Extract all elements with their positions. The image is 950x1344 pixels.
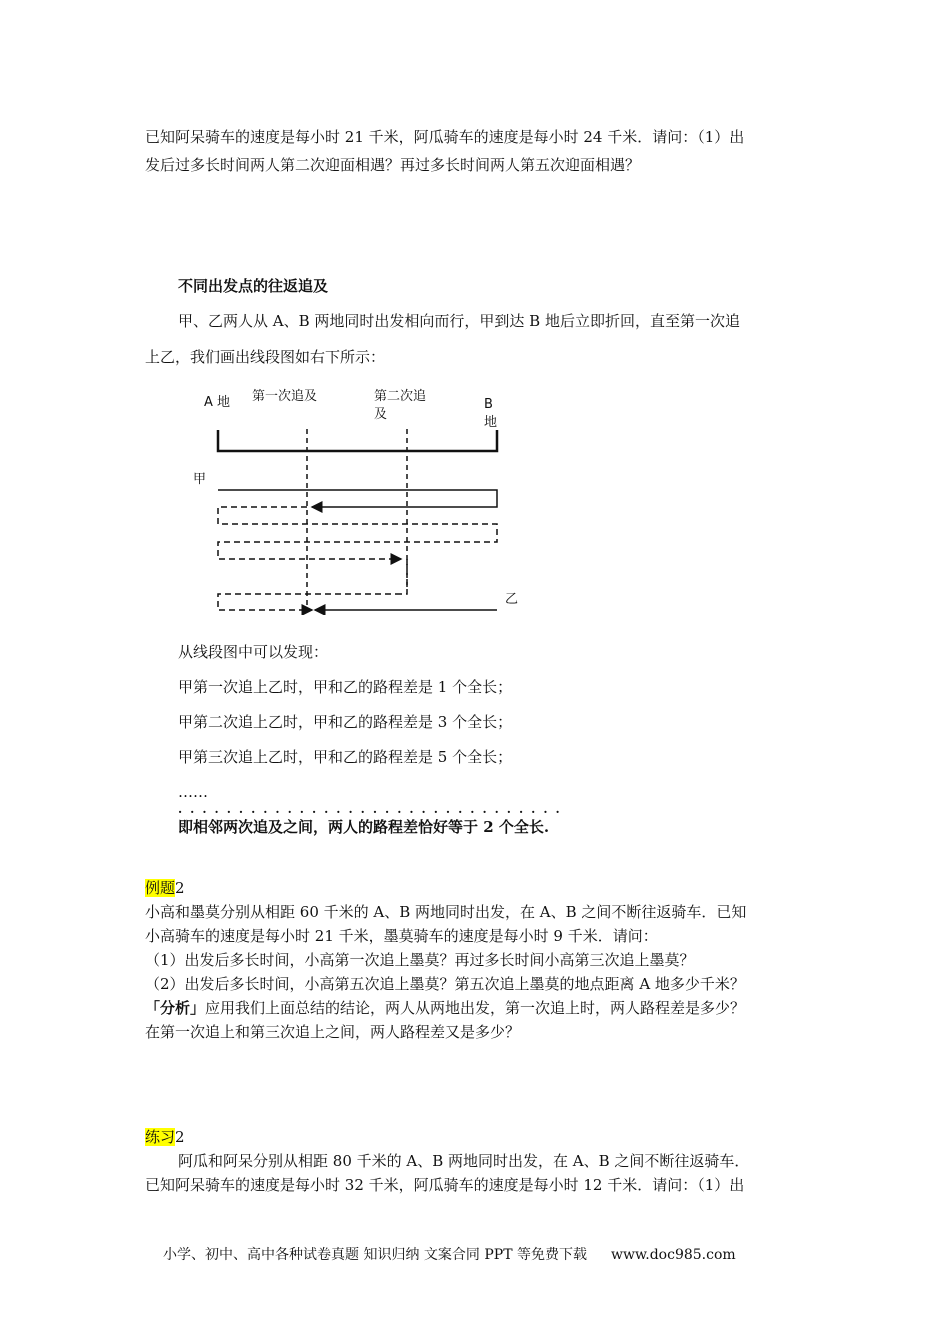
analysis-text-1: 应用我们上面总结的结论，两人从两地出发，第一次追上时，两人路程差是多少？ (205, 999, 746, 1017)
example-label: 例题 (145, 879, 176, 897)
jia-path-turn (401, 559, 407, 594)
page-footer (163, 1244, 736, 1264)
example-line-2: 小高骑车的速度是每小时 21 千米，墨莫骑车的速度是每小时 9 千米．请问： (145, 927, 658, 945)
findings-intro: 从线段图中可以发现： (178, 643, 329, 661)
practice-label: 练习 (145, 1128, 176, 1146)
example-number: 2 (175, 879, 185, 897)
finding-item-2: 甲第二次追上乙时，甲和乙的路程差是 3 个全长； (178, 713, 513, 731)
finding-item-3: 甲第三次追上乙时，甲和乙的路程差是 5 个全长； (178, 748, 513, 766)
full-segment-ab (218, 430, 497, 451)
label-second-catch-1: 第二次追 (374, 389, 427, 404)
example-line-4: （2）出发后多长时间，小高第五次追上墨莫？第五次追上墨莫的地点距离 A 地多少千米？ (145, 975, 745, 993)
label-b-2: 地 (484, 415, 498, 430)
analysis-tag: 「分析」 (145, 999, 206, 1017)
emphasis-dots: ................................ (178, 802, 568, 816)
chase-diagram (190, 385, 530, 615)
label-first-catch: 第一次追及 (252, 389, 318, 404)
jia-path-solid (218, 490, 497, 507)
jia-path-dashed-1 (218, 507, 497, 559)
findings-ellipsis: …… (178, 783, 208, 801)
example-analysis-line-1 (145, 996, 810, 1020)
findings-conclusion: 即相邻两次追及之间，两人的路程差恰好等于 2 个全长. (178, 818, 550, 836)
section-para-line-2: 上乙，我们画出线段图如右下所示： (145, 348, 386, 366)
label-yi: 乙 (505, 592, 519, 607)
practice-heading (145, 1125, 810, 1149)
example-line-3: （1）出发后多长时间，小高第一次追上墨莫？再过多长时间小高第三次追上墨莫？ (145, 951, 695, 969)
label-second-catch-2: 及 (374, 407, 388, 422)
label-a-di: A 地 (204, 395, 231, 410)
label-jia: 甲 (193, 472, 207, 487)
label-b-1: B (484, 397, 493, 412)
section-title: 不同出发点的往返追及 (178, 277, 329, 295)
intro-line-1: 已知阿呆骑车的速度是每小时 21 千米，阿瓜骑车的速度是每小时 24 千米．请问：（1）出 (145, 128, 745, 146)
intro-line-2: 发后过多长时间两人第二次迎面相遇？再过多长时间两人第五次迎面相遇？ (145, 156, 641, 174)
example-line-1: 小高和墨莫分别从相距 60 千米的 A、B 两地同时出发，在 A、B 之间不断往返骑车．已知 (145, 903, 747, 921)
example-heading (145, 876, 810, 900)
section-para-line-1: 甲、乙两人从 A、B 两地同时出发相向而行，甲到达 B 地后立即折回，直至第一次追 (178, 312, 740, 330)
finding-item-1: 甲第一次追上乙时，甲和乙的路程差是 1 个全长； (178, 678, 513, 696)
example-analysis-line-2: 在第一次追上和第三次追上之间，两人路程差又是多少？ (145, 1023, 521, 1041)
footer-text: 小学、初中、高中各种试卷真题 知识归纳 文案合同 PPT 等免费下载 (163, 1247, 587, 1263)
footer-url[interactable]: www.doc985.com (610, 1247, 736, 1263)
practice-number: 2 (175, 1128, 185, 1146)
practice-line-1: 阿瓜和阿呆分别从相距 80 千米的 A、B 两地同时出发，在 A、B 之间不断往返骑车． (178, 1152, 750, 1170)
practice-line-2: 已知阿呆骑车的速度是每小时 32 千米，阿瓜骑车的速度是每小时 12 千米．请问：（1）出 (145, 1176, 745, 1194)
jia-path-dashed-2 (218, 594, 401, 610)
